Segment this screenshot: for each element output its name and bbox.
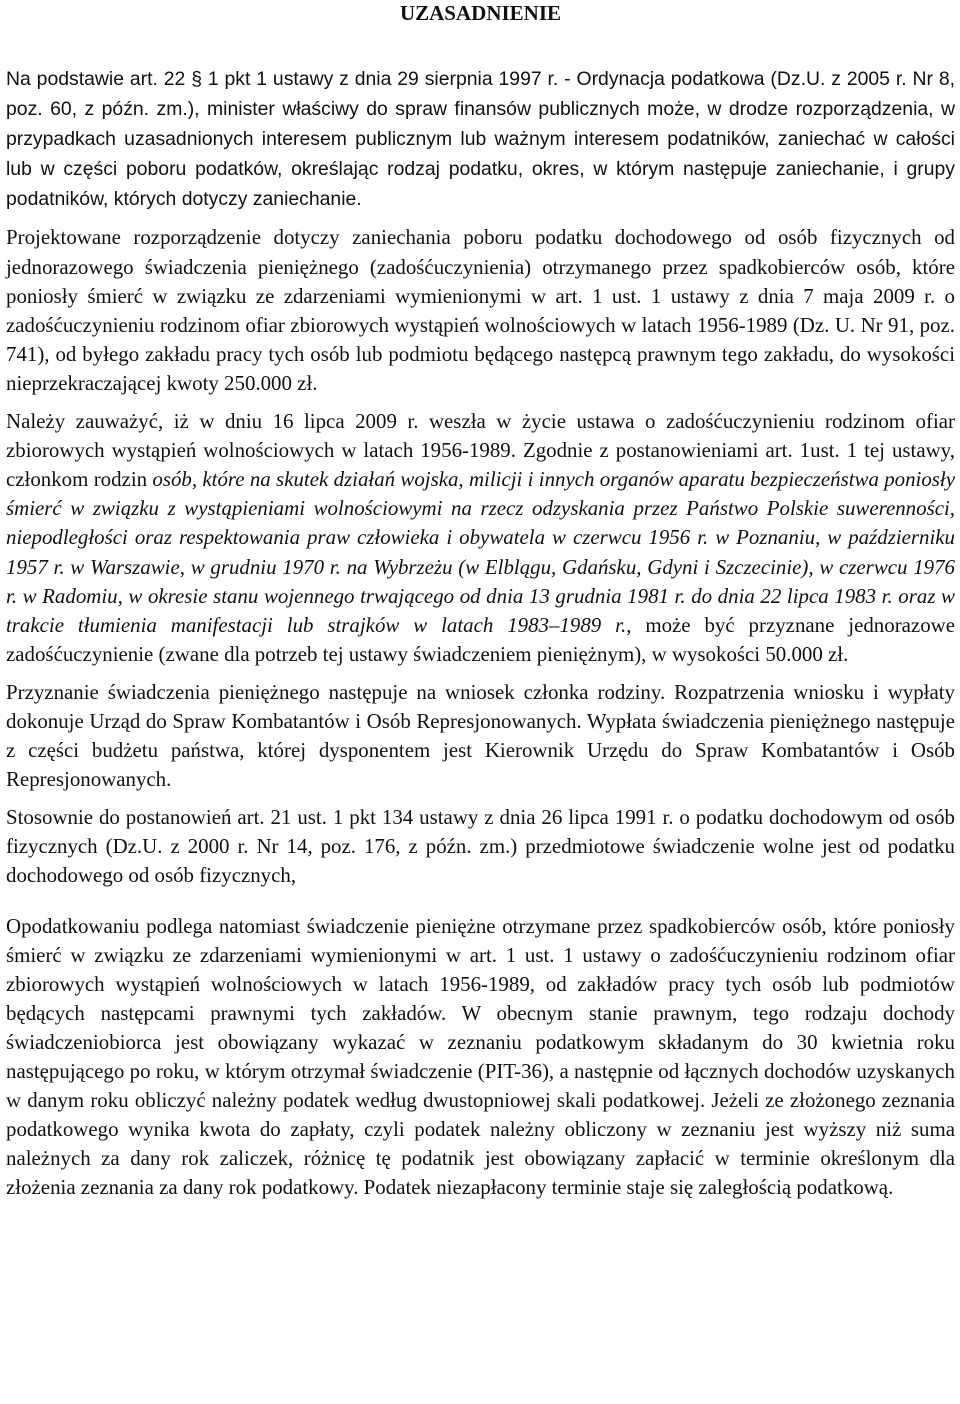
paragraph-act-summary-end: , może być przyznane jednorazowe zadośćuczynienie (zwane dla potrzeb tej ustawy świadczeniem pieniężnym), w wysokości 50.000 zł. <box>6 612 956 666</box>
paragraph-legal-basis <box>6 64 955 214</box>
paragraph-legal-basis-text: Na podstawie art. 22 § 1 pkt 1 ustawy z dnia 29 sierpnia 1997 r. - Ordynacja podatkowa (Dz.U. z 2005 r. Nr 8, poz. 60, z późn. zm.), minister właściwy do spraw finansów publicznych może, w drodze rozporządzenia, w przypadkach uzasadnionych interesem publicznym lub ważnym interesem podatników, zaniechać w całości lub w części poboru podatków, określając rodzaj podatku, okres, w którym następuje zaniechanie, i grupy podatników, których dotyczy zaniechanie. <box>6 68 955 211</box>
paragraph-act-summary-italic: osób, które na skutek działań wojska, milicji i innych organów aparatu bezpieczeństwa poniosły śmierć w związku z wystąpieniami wolnościowymi na rzecz odzyskania przez Państwo Polskie suwerenności, niepodległości oraz respektowania praw człowieka i obywatela w czerwcu 1956 r. w Poznaniu, w październiku 1957 r. w Warszawie, w grudniu 1970 r. na Wybrzeżu (w Elblągu, Gdańsku, Gdyni i Szczecinie), w czerwcu 1976 r. w Radomiu, w okresie stanu wojennego trwającego od dnia 13 grudnia 1981 r. do dnia 22 lipca 1983 r. oraz w trakcie tłumienia manifestacji lub strajków w latach 1983–1989 r. <box>6 467 955 637</box>
paragraph-act-summary-intro: Należy zauważyć, iż w dniu 16 lipca 2009 r. weszła w życie ustawa o zadośćuczynieniu rodzinom ofiar zbiorowych wystąpień wolnościowych w latach 1956-1989. Zgodnie z postanowieniami art. 1ust. 1 tej ustawy, członkom rodzin <box>6 409 955 492</box>
paragraph-tax-exemption: Stosownie do postanowień art. 21 ust. 1 pkt 134 ustawy z dnia 26 lipca 1991 r. o podatku dochodowym od osób fizycznych (Dz.U. z 2000 r. Nr 14, poz. 176, z późn. zm.) przedmiotowe świadczenie wolne jest od podatku dochodowego od osób fizycznych, <box>6 805 955 888</box>
document-title: UZASADNIENIE <box>399 1 562 25</box>
paragraph-regulation-scope: Projektowane rozporządzenie dotyczy zaniechania poboru podatku dochodowego od osób fizycznych od jednorazowego świadczenia pieniężnego (zadośćuczynienia) otrzymanego przez spadkobierców osób, które poniosły śmierć w związku ze zdarzeniami wymienionymi w art. 1 ust. 1 ustawy z dnia 7 maja 2009 r. o zadośćuczynieniu rodzinom ofiar zbiorowych wystąpień wolnościowych w latach 1956-1989 (Dz. U. Nr 91, poz. 741), od byłego zakładu pracy tych osób lub podmiotu będącego następcą prawnym tego zakładu, do wysokości nieprzekraczającej kwoty 250.000 zł. <box>6 225 955 395</box>
paragraph-application: Przyznanie świadczenia pieniężnego następuje na wniosek członka rodziny. Rozpatrzenia wniosku i wypłaty dokonuje Urząd do Spraw Kombatantów i Osób Represjonowanych. Wypłata świadczenia pieniężnego następuje z części budżetu państwa, której dysponentem jest Kierownik Urzędu do Spraw Kombatantów i Osób Represjonowanych. <box>6 679 955 792</box>
paragraph-act-summary <box>6 407 955 669</box>
paragraph-taxation: Opodatkowaniu podlega natomiast świadczenie pieniężne otrzymane przez spadkobierców osób, które poniosły śmierć w związku ze zdarzeniami wymienionymi w art. 1 ust. 1 ustawy o zadośćuczynieniu rodzinom ofiar zbiorowych wystąpień wolnościowych w latach 1956-1989, od zakładów pracy tych osób lub podmiotów będących następcami prawnymi tych zakładów. W obecnym stanie prawnym, tego rodzaju dochody świadczeniobiorca jest obowiązany wykazać w zeznaniu podatkowym składanym do 30 kwietnia roku następującego po roku, w którym otrzymał świadczenie (PIT-36), a następnie od łącznych dochodów uzyskanych w danym roku obliczyć należny podatek według dwustopniowej skali podatkowej. Jeżeli ze złożonego zeznania podatkowego wynika kwota do zapłaty, czyli podatek należny obliczony w zeznaniu jest wyższy niż suma należnych za dany rok zaliczek, różnicę tę podatnik jest obowiązany zapłacić w terminie określonym dla złożenia zeznania za dany rok podatkowy. Podatek niezapłacony terminie staje się zaległością podatkową. <box>6 913 955 1200</box>
document-page <box>6 0 955 1202</box>
